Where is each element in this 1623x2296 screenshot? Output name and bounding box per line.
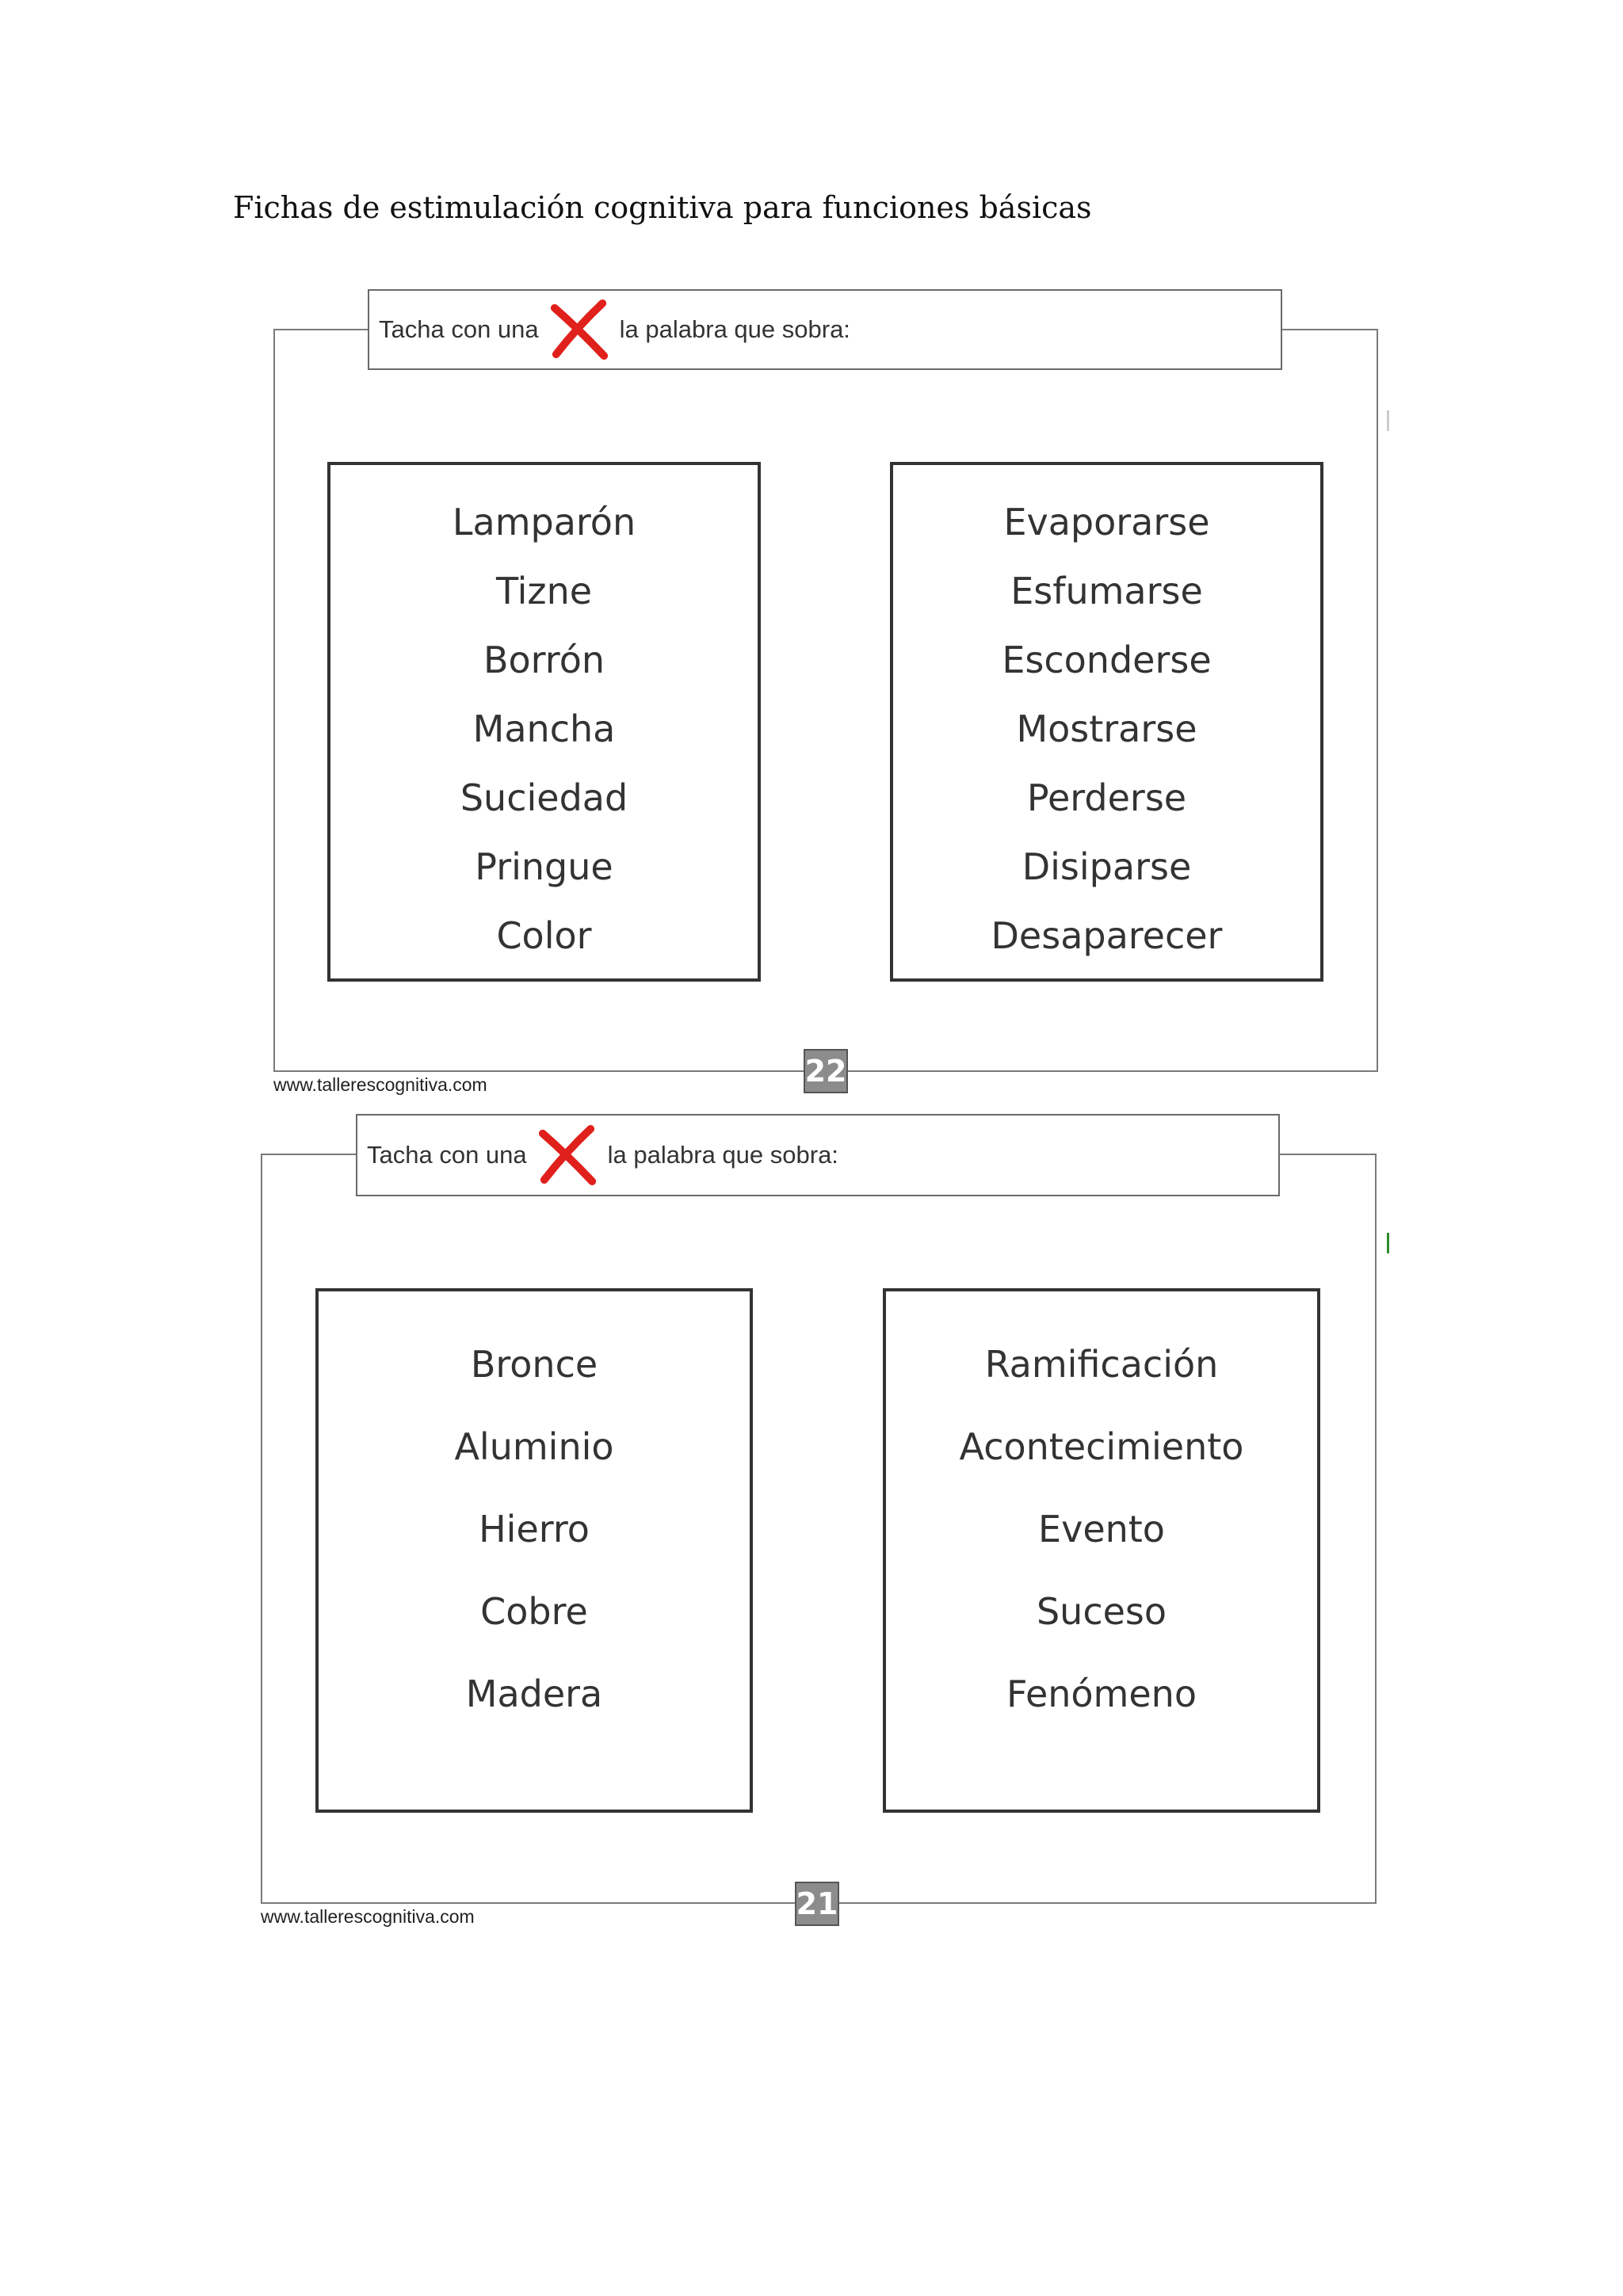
red-x-icon — [537, 1124, 598, 1186]
page-number-badge: 21 — [795, 1882, 839, 1926]
word-item[interactable]: Desaparecer — [991, 914, 1223, 957]
word-item[interactable]: Perderse — [1026, 776, 1187, 819]
word-item[interactable]: Esfumarse — [1010, 570, 1203, 612]
word-box-left — [327, 462, 761, 982]
word-item[interactable]: Tizne — [495, 570, 593, 612]
word-item[interactable]: Borrón — [483, 639, 605, 681]
word-item[interactable]: Madera — [465, 1672, 603, 1715]
word-item[interactable]: Hierro — [479, 1508, 590, 1550]
instruction-text-after: la palabra que sobra: — [607, 1141, 838, 1169]
word-item[interactable]: Ramificación — [984, 1343, 1219, 1386]
instruction-text-after: la palabra que sobra: — [619, 315, 850, 343]
word-item[interactable]: Evento — [1038, 1508, 1165, 1550]
page-number-badge: 22 — [804, 1049, 848, 1093]
word-item[interactable]: Acontecimiento — [959, 1425, 1244, 1468]
word-item[interactable]: Pringue — [475, 845, 613, 888]
word-item[interactable]: Fenómeno — [1006, 1672, 1197, 1715]
footer-website: www.tallerescognitiva.com — [273, 1074, 487, 1095]
edge-mark — [1387, 410, 1389, 431]
word-item[interactable]: Lamparón — [452, 501, 636, 543]
word-item[interactable]: Evaporarse — [1003, 501, 1210, 543]
edge-mark — [1387, 1233, 1389, 1253]
document-title: Fichas de estimulación cognitiva para funciones básicas — [233, 190, 1092, 225]
word-item[interactable]: Mostrarse — [1016, 707, 1197, 750]
word-item[interactable]: Cobre — [480, 1590, 588, 1633]
instruction-text-before: Tacha con una — [367, 1141, 527, 1169]
word-box-right — [890, 462, 1323, 982]
instruction-banner — [356, 1114, 1280, 1196]
instruction-text-before: Tacha con una — [379, 315, 539, 343]
word-item[interactable]: Disiparse — [1022, 845, 1192, 888]
word-item[interactable]: Suciedad — [460, 776, 628, 819]
word-item[interactable]: Bronce — [470, 1343, 598, 1386]
red-x-icon — [548, 299, 610, 360]
word-item[interactable]: Esconderse — [1002, 639, 1212, 681]
word-item[interactable]: Color — [496, 914, 592, 957]
word-box-right — [883, 1288, 1320, 1813]
word-item[interactable]: Suceso — [1036, 1590, 1167, 1633]
word-item[interactable]: Aluminio — [454, 1425, 614, 1468]
instruction-banner — [368, 289, 1282, 370]
word-box-left — [315, 1288, 753, 1813]
footer-website: www.tallerescognitiva.com — [261, 1906, 475, 1927]
word-item[interactable]: Mancha — [472, 707, 616, 750]
